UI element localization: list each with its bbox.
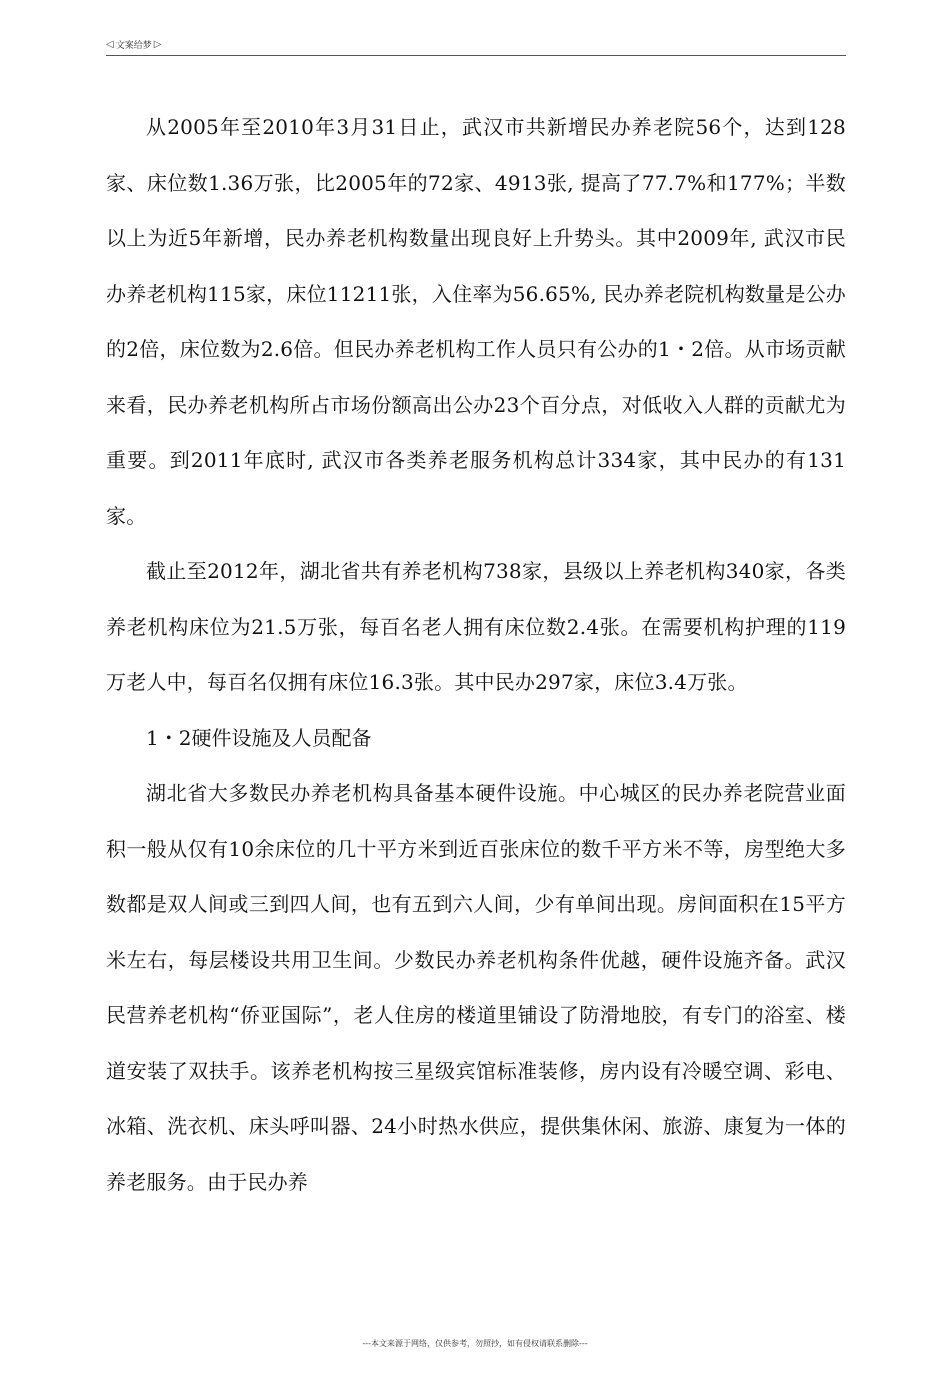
- right-triangle-icon: ▷: [153, 39, 162, 50]
- header-divider: [106, 55, 846, 56]
- left-triangle-icon: ◁: [106, 39, 114, 50]
- header-title: 文案给梦: [115, 41, 152, 51]
- paragraph-hardware-facilities: 湖北省大多数民办养老机构具备基本硬件设施。中心城区的民办养老院营业面积一般从仅有10余床位的几十平方米到近百张床位的数千平方米不等，房型绝大多数都是双人间或三到四人间，也有五到六人间，少有单间出现。房间面积在15平方米左右，每层楼设共用卫生间。少数民办养老机构条件优越，硬件设施齐备。武汉民营养老机构“侨亚国际”，老人住房的楼道里铺设了防滑地胶，有专门的浴室、楼道安装了双扶手。该养老机构按三星级宾馆标准装修，房内设有冷暖空调、彩电、冰箱、洗衣机、床头呼叫器、24小时热水供应，提供集休闲、旅游、康复为一体的养老服务。由于民办养: [106, 781, 846, 1194]
- document-body: [106, 100, 846, 1210]
- paragraph-wuhan-statistics: 从2005年至2010年3月31日止，武汉市共新增民办养老院56个，达到128家、床位数1.36万张，比2005年的72家、4913张, 提高了77.7%和177%；半数以上为近5年新增，民办养老机构数量出现良好上升势头。其中2009年, 武汉市民办养老机构115家，床位11211张，入住率为56.65%, 民办养老院机构数量是公办的2倍，床位数为2.6倍。但民办养老机构工作人员只有公办的1・2倍。从市场贡献来看，民办养老机构所占市场份额高出公办23个百分点，对低收入人群的贡献尤为重要。到2011年底时, 武汉市各类养老服务机构总计334家，其中民办的有131家。: [106, 115, 846, 528]
- page-footer: ---本文来源于网络，仅供参考，勿照抄，如有侵权请联系删除---: [362, 1339, 588, 1348]
- section-heading: 1・2硬件设施及人员配备: [146, 725, 372, 750]
- paragraph-hubei-statistics: 截止至2012年，湖北省共有养老机构738家，县级以上养老机构340家，各类养老机构床位为21.5万张，每百名老人拥有床位数2.4张。在需要机构护理的119万老人中，每百名仅拥有床位16.3张。其中民办297家，床位3.4万张。: [106, 559, 846, 694]
- page-header: [106, 38, 161, 51]
